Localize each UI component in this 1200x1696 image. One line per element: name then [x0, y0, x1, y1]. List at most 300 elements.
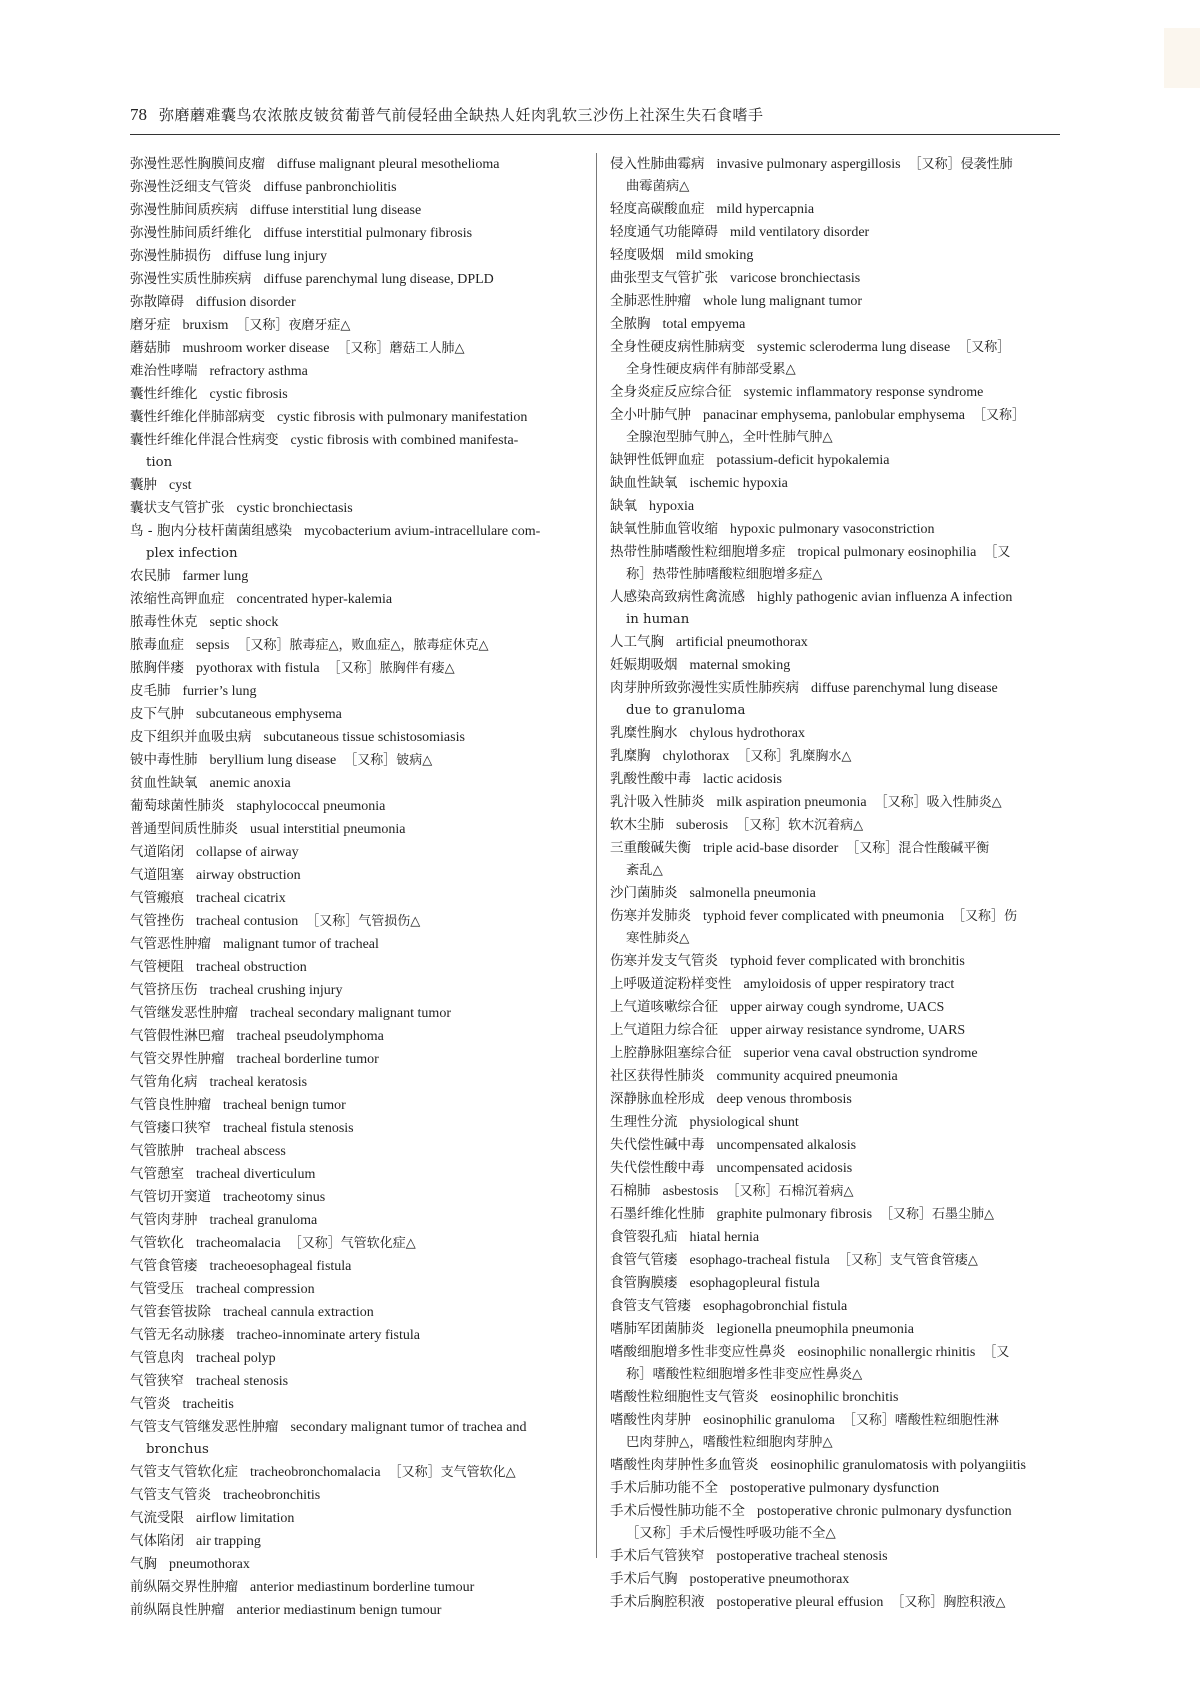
glossary-entry — [130, 199, 590, 222]
term-alias: ［又称］气管损伤△ — [306, 914, 421, 929]
glossary-entry — [130, 1232, 590, 1255]
term-chinese: 囊性纤维化伴混合性病变 — [130, 432, 279, 448]
glossary-entry — [130, 1370, 590, 1393]
term-chinese: 囊性纤维化 — [130, 386, 198, 402]
term-english: amyloidosis of upper respiratory tract — [743, 977, 955, 992]
term-chinese: 气管切开窦道 — [130, 1189, 211, 1205]
glossary-entry — [130, 268, 590, 291]
term-chinese: 食管支气管瘘 — [610, 1298, 691, 1314]
term-alias: ［又称］胸腔积液△ — [891, 1595, 1006, 1610]
term-chinese: 缺氧性肺血管收缩 — [610, 521, 718, 537]
term-english: panacinar emphysema, panlobular emphysema — [703, 408, 966, 423]
term-chinese: 软木尘肺 — [610, 817, 664, 833]
term-english: typhoid fever complicated with bronchitis — [730, 954, 965, 969]
term-chinese: 食管胸膜瘘 — [610, 1275, 678, 1291]
glossary-entry — [610, 996, 1065, 1019]
term-english: tracheal cicatrix — [196, 891, 286, 906]
glossary-entry — [610, 1568, 1065, 1591]
term-chinese: 石墨纤维化性肺 — [610, 1206, 705, 1222]
term-english: uncompensated alkalosis — [716, 1138, 857, 1153]
term-english: esophagopleural fistula — [689, 1276, 820, 1291]
term-continuation: tion — [146, 455, 173, 470]
glossary-entry — [130, 1484, 590, 1507]
term-chinese: 气道阻塞 — [130, 867, 184, 883]
term-english: tracheal fistula stenosis — [223, 1121, 354, 1136]
term-chinese: 葡萄球菌性肺炎 — [130, 798, 225, 814]
glossary-entry — [610, 1180, 1065, 1203]
glossary-entry — [610, 290, 1065, 313]
term-english: varicose bronchiectasis — [730, 271, 861, 286]
term-chinese: 难治性哮喘 — [130, 363, 198, 379]
term-english: diffuse interstitial pulmonary fibrosis — [263, 226, 473, 241]
term-english: legionella pneumophila pneumonia — [716, 1322, 915, 1337]
term-english: postoperative pneumothorax — [689, 1572, 850, 1587]
term-chinese: 气体陷闭 — [130, 1533, 184, 1549]
glossary-entry — [610, 837, 1065, 882]
term-english: salmonella pneumonia — [689, 886, 816, 901]
term-continuation: 寒性肺炎△ — [626, 931, 690, 946]
term-chinese: 气管支气管软化症 — [130, 1464, 238, 1480]
glossary-entry — [610, 198, 1065, 221]
term-chinese: 乳糜胸 — [610, 748, 651, 764]
term-chinese: 气管息肉 — [130, 1350, 184, 1366]
term-english: eosinophilic granulomatosis with polyangiitis — [770, 1458, 1026, 1473]
term-english: ischemic hypoxia — [689, 476, 788, 491]
term-chinese: 曲张型支气管扩张 — [610, 270, 718, 286]
term-english: systemic scleroderma lung disease — [757, 340, 951, 355]
glossary-entry — [610, 1203, 1065, 1226]
glossary-entry — [610, 1134, 1065, 1157]
term-english: anemic anoxia — [209, 776, 291, 791]
term-alias: ［又称］ — [973, 408, 1026, 423]
glossary-entry — [130, 611, 590, 634]
glossary-entry — [130, 1255, 590, 1278]
term-chinese: 石棉肺 — [610, 1183, 651, 1199]
glossary-entry — [610, 1226, 1065, 1249]
glossary-entry — [130, 1576, 590, 1599]
term-english: airway obstruction — [196, 868, 301, 883]
glossary-entry — [610, 404, 1065, 449]
glossary-entry — [610, 586, 1065, 631]
term-english: mild hypercapnia — [716, 202, 815, 217]
term-continuation: 曲霉菌病△ — [626, 179, 690, 194]
term-english: tracheal cannula extraction — [223, 1305, 374, 1320]
term-chinese: 气管挫伤 — [130, 913, 184, 929]
term-chinese: 气管梗阻 — [130, 959, 184, 975]
term-continuation: 全身性硬皮病伴有肺部受累△ — [626, 362, 796, 377]
glossary-entry — [130, 657, 590, 680]
term-english: cystic fibrosis with pulmonary manifestation — [277, 410, 528, 425]
term-english: typhoid fever complicated with pneumonia — [703, 909, 945, 924]
term-chinese: 弥漫性肺间质纤维化 — [130, 225, 252, 241]
glossary-entry — [130, 245, 590, 268]
term-english: sepsis — [196, 638, 230, 653]
term-chinese: 气管瘘口狭窄 — [130, 1120, 211, 1136]
term-chinese: 嗜酸性肉芽肿性多血管炎 — [610, 1457, 759, 1473]
term-chinese: 全身性硬皮病性肺病变 — [610, 339, 745, 355]
term-chinese: 缺钾性低钾血症 — [610, 452, 705, 468]
glossary-entry — [130, 429, 590, 474]
term-english: mycobacterium avium-intracellulare com- — [303, 524, 541, 539]
glossary-entry — [610, 1111, 1065, 1134]
glossary-entry — [610, 905, 1065, 950]
term-chinese: 气管角化病 — [130, 1074, 198, 1090]
term-english: tracheomalacia — [196, 1236, 281, 1251]
term-english: bruxism — [182, 318, 229, 333]
term-chinese: 乳糜性胸水 — [610, 725, 678, 741]
term-alias: ［又称］蘑菇工人肺△ — [337, 341, 465, 356]
glossary-entry — [130, 1025, 590, 1048]
term-alias: ［又称］支气管软化△ — [388, 1465, 516, 1480]
term-english: asbestosis — [662, 1184, 719, 1199]
term-chinese: 皮下组织并血吸虫病 — [130, 729, 252, 745]
term-english: farmer lung — [182, 569, 249, 584]
term-chinese: 人感染高致病性禽流感 — [610, 589, 745, 605]
term-english: potassium-deficit hypokalemia — [716, 453, 890, 468]
glossary-entry — [610, 1386, 1065, 1409]
term-chinese: 普通型间质性肺炎 — [130, 821, 238, 837]
term-alias: ［又称］支气管食管瘘△ — [837, 1253, 978, 1268]
glossary-entry — [130, 680, 590, 703]
glossary-entry — [130, 1347, 590, 1370]
term-chinese: 前纵隔交界性肿瘤 — [130, 1579, 238, 1595]
page-corner-shade — [1164, 28, 1200, 88]
term-alias: ［又称］脓毒症△，败血症△，脓毒症休克△ — [237, 638, 489, 653]
term-english: hypoxic pulmonary vasoconstriction — [730, 522, 935, 537]
term-chinese: 贫血性缺氧 — [130, 775, 198, 791]
term-chinese: 气管肉芽肿 — [130, 1212, 198, 1228]
term-chinese: 弥漫性肺间质疾病 — [130, 202, 238, 218]
left-column — [130, 153, 590, 1622]
term-chinese: 手术后慢性肺功能不全 — [610, 1503, 745, 1519]
term-english: lactic acidosis — [703, 772, 782, 787]
term-english: tracheal contusion — [196, 914, 299, 929]
term-english: diffusion disorder — [196, 295, 296, 310]
term-chinese: 气管脓肿 — [130, 1143, 184, 1159]
term-chinese: 气管假性淋巴瘤 — [130, 1028, 225, 1044]
term-english: tracheoesophageal fistula — [209, 1259, 352, 1274]
term-chinese: 气流受限 — [130, 1510, 184, 1526]
term-chinese: 皮下气肿 — [130, 706, 184, 722]
term-chinese: 气管套管拔除 — [130, 1304, 211, 1320]
term-chinese: 热带性肺嗜酸性粒细胞增多症 — [610, 544, 786, 560]
term-chinese: 上气道咳嗽综合征 — [610, 999, 718, 1015]
term-english: subcutaneous tissue schistosomiasis — [263, 730, 465, 745]
glossary-entry — [610, 1591, 1065, 1614]
term-english: invasive pulmonary aspergillosis — [716, 157, 901, 172]
term-chinese: 全小叶肺气肿 — [610, 407, 691, 423]
term-alias: ［又称］软木沉着病△ — [736, 818, 864, 833]
term-english: staphylococcal pneumonia — [236, 799, 386, 814]
glossary-entry — [610, 1065, 1065, 1088]
term-continuation: bronchus — [146, 1442, 209, 1457]
term-english: cystic bronchiectasis — [236, 501, 353, 516]
term-continuation: ［又称］手术后慢性呼吸功能不全△ — [626, 1526, 836, 1541]
term-continuation: 全腺泡型肺气肿△，全叶性肺气肿△ — [626, 430, 833, 445]
term-english: septic shock — [209, 615, 279, 630]
glossary-entry — [130, 565, 590, 588]
term-english: secondary malignant tumor of trachea and — [290, 1420, 527, 1435]
glossary-entry — [130, 933, 590, 956]
glossary-entry — [610, 336, 1065, 381]
term-continuation: plex infection — [146, 546, 238, 561]
glossary-entry — [610, 1249, 1065, 1272]
term-chinese: 气管良性肿瘤 — [130, 1097, 211, 1113]
term-chinese: 气管憩室 — [130, 1166, 184, 1182]
term-english: tracheal borderline tumor — [236, 1052, 379, 1067]
glossary-entry — [130, 910, 590, 933]
term-chinese: 轻度通气功能障碍 — [610, 224, 718, 240]
glossary-entry — [130, 588, 590, 611]
term-english: tracheitis — [182, 1397, 234, 1412]
glossary-entry — [130, 383, 590, 406]
glossary-entry — [610, 541, 1065, 586]
glossary-entry — [130, 1553, 590, 1576]
glossary-entry — [130, 1117, 590, 1140]
term-english: subcutaneous emphysema — [196, 707, 342, 722]
term-english: esophagobronchial fistula — [703, 1299, 848, 1314]
term-english: tracheal secondary malignant tumor — [250, 1006, 451, 1021]
term-alias: ［又称］铍病△ — [344, 753, 433, 768]
term-chinese: 气管食管瘘 — [130, 1258, 198, 1274]
term-english: refractory asthma — [209, 364, 308, 379]
term-chinese: 食管裂孔疝 — [610, 1229, 678, 1245]
term-english: uncompensated acidosis — [716, 1161, 853, 1176]
term-english: upper airway resistance syndrome, UARS — [730, 1023, 966, 1038]
term-english: diffuse malignant pleural mesothelioma — [277, 157, 500, 172]
term-english: eosinophilic nonallergic rhinitis — [797, 1345, 976, 1360]
glossary-entry — [130, 474, 590, 497]
term-english: tracheal compression — [196, 1282, 315, 1297]
glossary-entry — [610, 221, 1065, 244]
term-chinese: 弥散障碍 — [130, 294, 184, 310]
term-chinese: 脓毒血症 — [130, 637, 184, 653]
running-header — [130, 104, 1060, 135]
glossary-entry — [610, 449, 1065, 472]
term-chinese: 上气道阻力综合征 — [610, 1022, 718, 1038]
glossary-entry — [130, 1094, 590, 1117]
term-alias: ［又称］石墨尘肺△ — [880, 1207, 995, 1222]
glossary-entry — [130, 1209, 590, 1232]
term-chinese: 上腔静脉阻塞综合征 — [610, 1045, 732, 1061]
term-chinese: 嗜肺军团菌肺炎 — [610, 1321, 705, 1337]
term-chinese: 轻度吸烟 — [610, 247, 664, 263]
glossary-entry — [610, 654, 1065, 677]
glossary-entry — [130, 1599, 590, 1622]
glossary-entry — [130, 726, 590, 749]
right-column — [610, 153, 1065, 1614]
term-english: cystic fibrosis with combined manifesta- — [290, 433, 519, 448]
glossary-entry — [610, 1157, 1065, 1180]
term-english: usual interstitial pneumonia — [250, 822, 406, 837]
term-chinese: 伤寒并发支气管炎 — [610, 953, 718, 969]
term-english: highly pathogenic avian influenza A infection — [757, 590, 1013, 605]
glossary-entry — [610, 1341, 1065, 1386]
glossary-entry — [130, 1186, 590, 1209]
glossary-entry — [610, 267, 1065, 290]
glossary-entry — [610, 153, 1065, 198]
term-english: postoperative pulmonary dysfunction — [730, 1481, 940, 1496]
glossary-entry — [130, 979, 590, 1002]
term-chinese: 乳汁吸入性肺炎 — [610, 794, 705, 810]
term-english: furrier’s lung — [182, 684, 257, 699]
term-chinese: 磨牙症 — [130, 317, 171, 333]
term-chinese: 乳酸性酸中毒 — [610, 771, 691, 787]
glossary-entry — [610, 495, 1065, 518]
term-english: diffuse parenchymal lung disease — [811, 681, 998, 696]
term-chinese: 全肺恶性肿瘤 — [610, 293, 691, 309]
term-english: anterior mediastinum benign tumour — [236, 1603, 442, 1618]
term-english: tracheal polyp — [196, 1351, 276, 1366]
term-english: tracheobronchomalacia — [250, 1465, 381, 1480]
glossary-entry — [130, 841, 590, 864]
glossary-entry — [130, 1163, 590, 1186]
term-chinese: 弥漫性恶性胸膜间皮瘤 — [130, 156, 265, 172]
column-divider — [596, 153, 597, 1558]
term-english: systemic inflammatory response syndrome — [743, 385, 984, 400]
term-english: cystic fibrosis — [209, 387, 288, 402]
glossary-entry — [130, 291, 590, 314]
term-english: hypoxia — [649, 499, 695, 514]
page-number: 78 — [130, 105, 147, 124]
glossary-entry — [130, 1140, 590, 1163]
term-english: physiological shunt — [689, 1115, 799, 1130]
glossary-entry — [130, 1393, 590, 1416]
glossary-entry — [130, 818, 590, 841]
term-english: tracheal abscess — [196, 1144, 286, 1159]
term-chinese: 脓毒性休克 — [130, 614, 198, 630]
glossary-entry — [610, 677, 1065, 722]
term-chinese: 气管支气管继发恶性肿瘤 — [130, 1419, 279, 1435]
term-alias: ［又称］嗜酸性粒细胞性淋 — [842, 1413, 999, 1428]
term-english: artificial pneumothorax — [676, 635, 808, 650]
term-english: superior vena caval obstruction syndrome — [743, 1046, 978, 1061]
glossary-entry — [610, 381, 1065, 404]
term-chinese: 弥漫性泛细支气管炎 — [130, 179, 252, 195]
term-chinese: 全身炎症反应综合征 — [610, 384, 732, 400]
term-english: mild smoking — [676, 248, 754, 263]
term-chinese: 嗜酸性肉芽肿 — [610, 1412, 691, 1428]
term-chinese: 生理性分流 — [610, 1114, 678, 1130]
term-chinese: 缺氧 — [610, 498, 637, 514]
term-chinese: 肉芽肿所致弥漫性实质性肺疾病 — [610, 680, 799, 696]
term-chinese: 气管瘢痕 — [130, 890, 184, 906]
glossary-entry — [610, 1295, 1065, 1318]
term-english: mild ventilatory disorder — [730, 225, 870, 240]
term-alias: ［又称］乳糜胸水△ — [737, 749, 852, 764]
term-continuation: 称］嗜酸性粒细胞增多性非变应性鼻炎△ — [626, 1367, 863, 1382]
term-chinese: 深静脉血栓形成 — [610, 1091, 705, 1107]
term-chinese: 气管炎 — [130, 1396, 171, 1412]
glossary-entry — [610, 472, 1065, 495]
term-chinese: 气管交界性肿瘤 — [130, 1051, 225, 1067]
term-english: triple acid-base disorder — [703, 841, 839, 856]
term-chinese: 缺血性缺氧 — [610, 475, 678, 491]
term-chinese: 手术后肺功能不全 — [610, 1480, 718, 1496]
glossary-entry — [130, 1416, 590, 1461]
term-english: collapse of airway — [196, 845, 299, 860]
term-alias: ［又称］混合性酸碱平衡 — [846, 841, 990, 856]
term-chinese: 轻度高碳酸血症 — [610, 201, 705, 217]
term-english: diffuse parenchymal lung disease, DPLD — [263, 272, 494, 287]
term-chinese: 伤寒并发肺炎 — [610, 908, 691, 924]
glossary-entry — [610, 722, 1065, 745]
glossary-entry — [130, 360, 590, 383]
term-english: eosinophilic bronchitis — [770, 1390, 899, 1405]
term-english: pneumothorax — [169, 1557, 250, 1572]
term-chinese: 嗜酸细胞增多性非变应性鼻炎 — [610, 1344, 786, 1360]
term-continuation: 紊乱△ — [626, 863, 663, 878]
term-english: esophago-tracheal fistula — [689, 1253, 830, 1268]
term-chinese: 皮毛肺 — [130, 683, 171, 699]
glossary-entry — [610, 1477, 1065, 1500]
glossary-entry — [130, 1071, 590, 1094]
term-english: tracheal stenosis — [196, 1374, 289, 1389]
term-english: milk aspiration pneumonia — [716, 795, 867, 810]
glossary-entry — [130, 795, 590, 818]
glossary-entry — [130, 153, 590, 176]
term-english: diffuse lung injury — [223, 249, 327, 264]
term-english: concentrated hyper-kalemia — [236, 592, 393, 607]
term-alias: ［又 — [984, 545, 1011, 560]
term-chinese: 气管挤压伤 — [130, 982, 198, 998]
glossary-entry — [610, 745, 1065, 768]
term-alias: ［又称］脓胸伴有瘘△ — [327, 661, 455, 676]
glossary-entry — [130, 1278, 590, 1301]
term-chinese: 弥漫性肺损伤 — [130, 248, 211, 264]
glossary-entry — [610, 791, 1065, 814]
term-english: mushroom worker disease — [182, 341, 330, 356]
glossary-entry — [610, 1042, 1065, 1065]
term-english: tropical pulmonary eosinophilia — [797, 545, 977, 560]
term-alias: ［又称］气管软化症△ — [288, 1236, 416, 1251]
term-chinese: 全脓胸 — [610, 316, 651, 332]
glossary-entry — [610, 244, 1065, 267]
glossary-entry — [130, 634, 590, 657]
term-chinese: 铍中毒性肺 — [130, 752, 198, 768]
term-chinese: 前纵隔良性肿瘤 — [130, 1602, 225, 1618]
term-english: deep venous thrombosis — [716, 1092, 852, 1107]
term-chinese: 手术后气胸 — [610, 1571, 678, 1587]
glossary-entry — [610, 882, 1065, 905]
term-chinese: 气管狭窄 — [130, 1373, 184, 1389]
glossary-entry — [130, 956, 590, 979]
term-english: chylous hydrothorax — [689, 726, 805, 741]
term-continuation: due to granuloma — [626, 703, 746, 718]
glossary-entry — [610, 631, 1065, 654]
term-english: tracheal obstruction — [196, 960, 307, 975]
glossary-entry — [130, 222, 590, 245]
term-english: tracheal diverticulum — [196, 1167, 316, 1182]
term-chinese: 农民肺 — [130, 568, 171, 584]
term-chinese: 妊娠期吸烟 — [610, 657, 678, 673]
term-english: diffuse interstitial lung disease — [250, 203, 422, 218]
term-chinese: 失代偿性碱中毒 — [610, 1137, 705, 1153]
term-chinese: 气管无名动脉瘘 — [130, 1327, 225, 1343]
term-chinese: 三重酸碱失衡 — [610, 840, 691, 856]
term-english: tracheal keratosis — [209, 1075, 308, 1090]
term-chinese: 脓胸伴瘘 — [130, 660, 184, 676]
term-english: tracheobronchitis — [223, 1488, 321, 1503]
glossary-entry — [130, 864, 590, 887]
term-english: eosinophilic granuloma — [703, 1413, 835, 1428]
term-chinese: 气管恶性肿瘤 — [130, 936, 211, 952]
term-chinese: 嗜酸性粒细胞性支气管炎 — [610, 1389, 759, 1405]
term-english: pyothorax with fistula — [196, 661, 320, 676]
glossary-entry — [610, 313, 1065, 336]
term-english: malignant tumor of tracheal — [223, 937, 379, 952]
glossary-entry — [610, 1500, 1065, 1545]
